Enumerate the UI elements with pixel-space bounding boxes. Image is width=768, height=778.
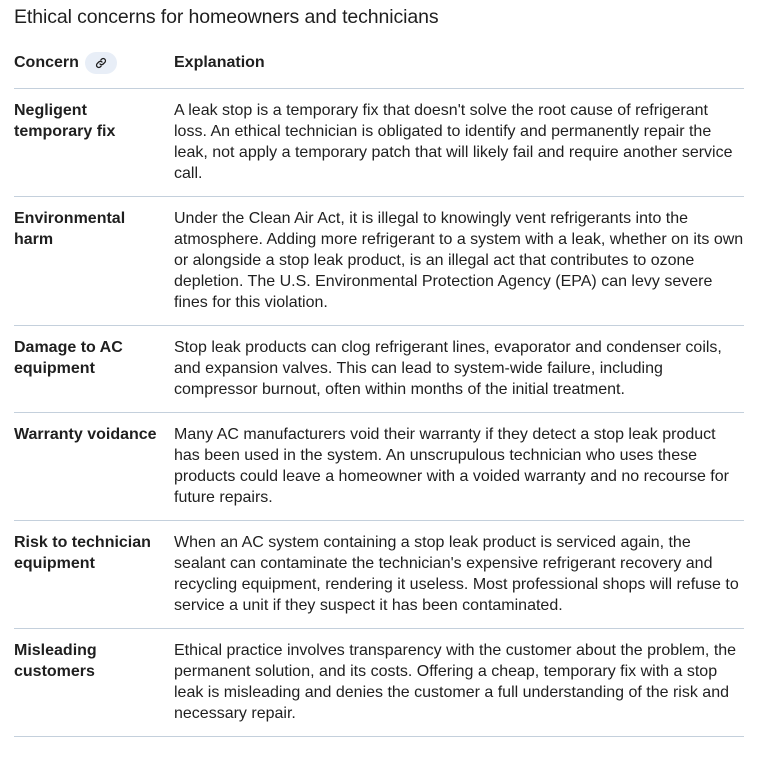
explanation-cell: Ethical practice involves transparency with the customer about the problem, the permanent solution, and its costs. Offering a cheap, temporary fix with a stop leak is misleading and denies the customer a full understanding of the risk and necessary repair. — [174, 642, 737, 722]
concerns-table — [14, 48, 744, 737]
explanation-cell: Stop leak products can clog refrigerant lines, evaporator and condenser coils, and expansion valves. This can lead to system-wide failure, including compressor burnout, often within months of the initial treatment. — [174, 339, 722, 398]
concern-cell: Environmental harm — [14, 210, 126, 248]
explanation-cell: Under the Clean Air Act, it is illegal to knowingly vent refrigerants into the atmosphere. Adding more refrigerant to a system with a leak, whether on its own or alongside a stop leak product, is an illegal act that contributes to ozone depletion. The U.S. Environmental Protection Agency (EPA) can levy severe fines for this violation. — [174, 210, 744, 311]
link-icon — [95, 57, 107, 69]
concern-cell: Risk to technician equipment — [14, 534, 151, 572]
table-row — [14, 197, 744, 326]
header-concern-label: Concern — [14, 54, 79, 71]
page-title: Ethical concerns for homeowners and technicians — [14, 6, 439, 28]
header-cell-explanation: Explanation — [174, 54, 265, 71]
table-row — [14, 89, 744, 197]
table-header-row — [14, 48, 744, 89]
table-row — [14, 629, 744, 737]
table-row — [14, 521, 744, 629]
table-row — [14, 413, 744, 521]
concern-cell: Negligent temporary fix — [14, 102, 116, 140]
table-row — [14, 326, 744, 413]
explanation-cell: When an AC system containing a stop leak product is serviced again, the sealant can contaminate the technician's expensive refrigerant recovery and recycling equipment, rendering it useless. Most professional shops will refuse to service a unit if they suspect it has been contaminated. — [174, 534, 739, 614]
concern-cell: Warranty voidance — [14, 426, 157, 443]
concern-cell: Damage to AC equipment — [14, 339, 123, 377]
concern-cell: Misleading customers — [14, 642, 97, 680]
explanation-cell: A leak stop is a temporary fix that doesn't solve the root cause of refrigerant loss. An ethical technician is obligated to identify and permanently repair the leak, not apply a temporary patch that will likely fail and require another service call. — [174, 102, 733, 182]
header-cell-concern — [14, 52, 174, 74]
explanation-cell: Many AC manufacturers void their warranty if they detect a stop leak product has been used in the system. An unscrupulous technician who uses these products could leave a homeowner with a voided warranty and no recourse for future repairs. — [174, 426, 729, 506]
copy-link-button[interactable] — [85, 52, 117, 74]
